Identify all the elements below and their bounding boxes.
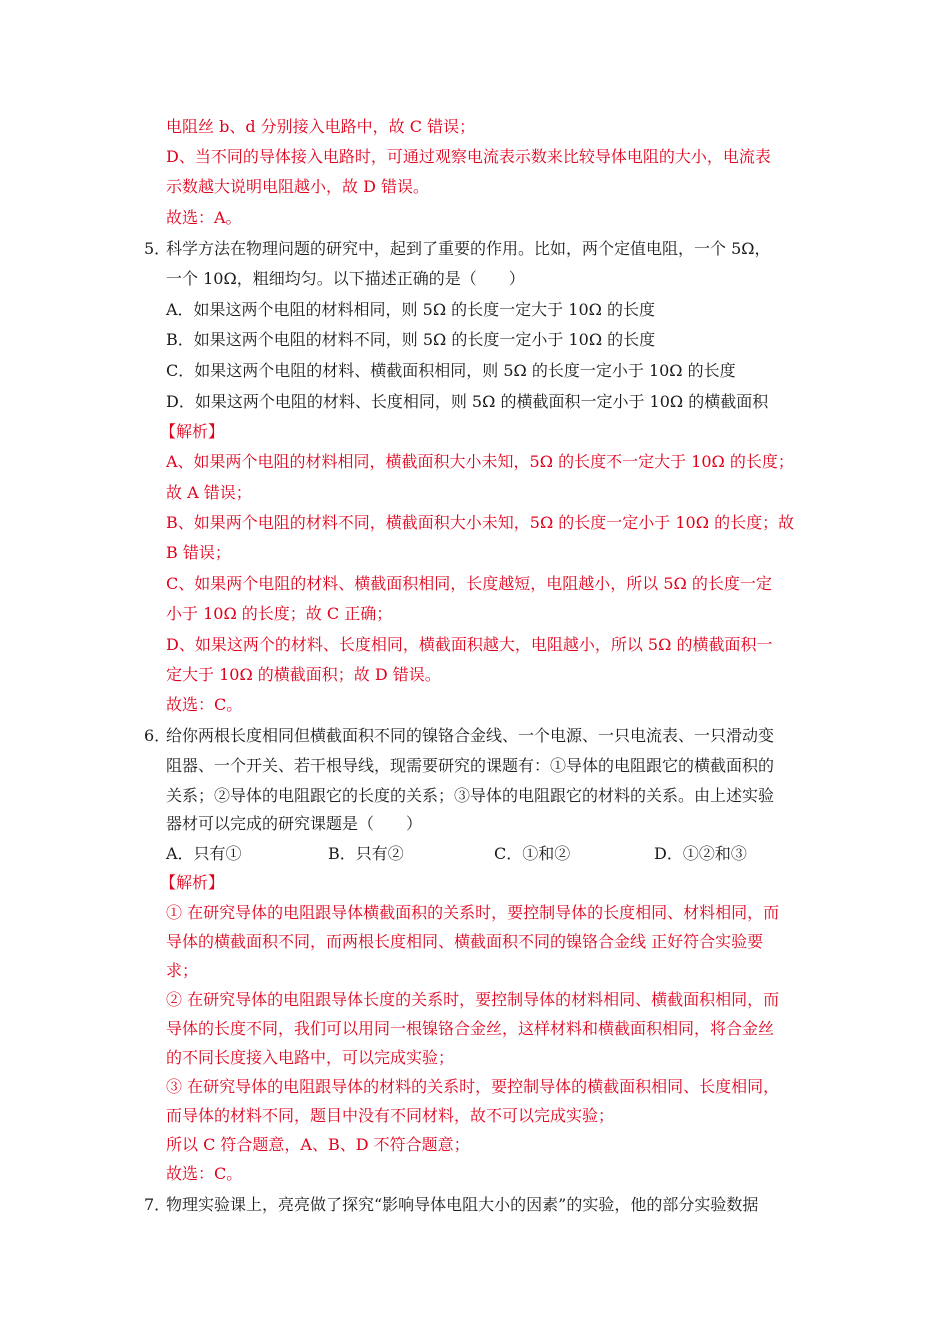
q6-analysis-line: 求；: [166, 961, 199, 980]
q6-analysis-line: 所以 C 符合题意，A、B、D 不符合题意；: [166, 1135, 470, 1154]
q6-answer: 故选：C。: [166, 1164, 243, 1183]
q6-analysis-line: 的不同长度接入电路中，可以完成实验；: [166, 1048, 455, 1067]
q4-answer: 故选：A。: [166, 208, 242, 227]
q5-stem: 一个 10Ω，粗细均匀。以下描述正确的是（ ）: [166, 269, 525, 288]
q5-analysis-tag: 【解析】: [160, 422, 225, 441]
q6-analysis-line: ③ 在研究导体的电阻跟导体的材料的关系时，要控制导体的横截面积相同、长度相同，: [166, 1077, 780, 1096]
q7-number: 7．: [144, 1195, 171, 1214]
q4-analysis-line: D、当不同的导体接入电路时，可通过观察电流表示数来比较导体电阻的大小，电流表: [166, 147, 771, 166]
q5-analysis-line: 故 A 错误；: [166, 483, 252, 502]
q5-stem: 科学方法在物理问题的研究中，起到了重要的作用。比如，两个定值电阻，一个 5Ω，: [166, 239, 771, 258]
q6-option-b: B．只有②: [328, 844, 404, 863]
q5-analysis-line: A、如果两个电阻的材料相同，横截面积大小未知，5Ω 的长度不一定大于 10Ω 的长度；: [166, 452, 794, 471]
q7-stem: 物理实验课上，亮亮做了探究“影响导体电阻大小的因素”的实验，他的部分实验数据: [166, 1195, 759, 1214]
q6-number: 6．: [144, 726, 171, 745]
q5-option-b: B．如果这两个电阻的材料不同，则 5Ω 的长度一定小于 10Ω 的长度: [166, 330, 656, 349]
q6-analysis-line: 导体的横截面积不同，而两根长度相同、横截面积不同的镍铬合金线 正好符合实验要: [166, 932, 764, 951]
q5-option-c: C．如果这两个电阻的材料、横截面积相同，则 5Ω 的长度一定小于 10Ω 的长度: [166, 361, 736, 380]
q6-option-d: D．①②和③: [654, 844, 747, 863]
q6-analysis-line: ① 在研究导体的电阻跟导体横截面积的关系时，要控制导体的长度相同、材料相同，而: [166, 903, 780, 922]
q6-stem: 给你两根长度相同但横截面积不同的镍铬合金线、一个电源、一只电流表、一只滑动变: [166, 726, 775, 745]
q6-analysis-line: 而导体的材料不同，题目中没有不同材料，故不可以完成实验；: [166, 1106, 615, 1125]
q6-option-a: A．只有①: [166, 844, 242, 863]
q5-answer: 故选：C。: [166, 695, 243, 714]
q5-analysis-line: 定大于 10Ω 的横截面积；故 D 错误。: [166, 665, 441, 684]
q6-option-c: C．①和②: [494, 844, 571, 863]
q6-stem: 阻器、一个开关、若干根导线，现需要研究的课题有：①导体的电阻跟它的横截面积的: [166, 756, 775, 775]
q6-stem: 器材可以完成的研究课题是（ ）: [166, 814, 423, 833]
q6-analysis-line: 导体的长度不同，我们可以用同一根镍铬合金丝，这样材料和横截面积相同，将合金丝: [166, 1019, 775, 1038]
q6-stem: 关系；②导体的电阻跟它的长度的关系；③导体的电阻跟它的材料的关系。由上述实验: [166, 786, 775, 805]
q5-option-d: D．如果这两个电阻的材料、长度相同，则 5Ω 的横截面积一定小于 10Ω 的横截面积: [166, 392, 769, 411]
q5-analysis-line: C、如果两个电阻的材料、横截面积相同，长度越短，电阻越小，所以 5Ω 的长度一定: [166, 574, 772, 593]
q5-analysis-line: D、如果这两个的材料、长度相同，横截面积越大，电阻越小，所以 5Ω 的横截面积一: [166, 635, 773, 654]
q5-number: 5．: [144, 239, 171, 258]
q5-analysis-line: B、如果两个电阻的材料不同，横截面积大小未知，5Ω 的长度一定小于 10Ω 的长度；故: [166, 513, 795, 532]
q4-analysis-line: 电阻丝 b、d 分别接入电路中，故 C 错误；: [166, 117, 476, 136]
q5-option-a: A．如果这两个电阻的材料相同，则 5Ω 的长度一定大于 10Ω 的长度: [166, 300, 655, 319]
q5-analysis-line: B 错误；: [166, 543, 231, 562]
q6-analysis-tag: 【解析】: [160, 873, 225, 892]
q5-analysis-line: 小于 10Ω 的长度；故 C 正确；: [166, 604, 393, 623]
q4-analysis-line: 示数越大说明电阻越小，故 D 错误。: [166, 177, 430, 196]
q6-analysis-line: ② 在研究导体的电阻跟导体长度的关系时，要控制导体的材料相同、横截面积相同，而: [166, 990, 780, 1009]
